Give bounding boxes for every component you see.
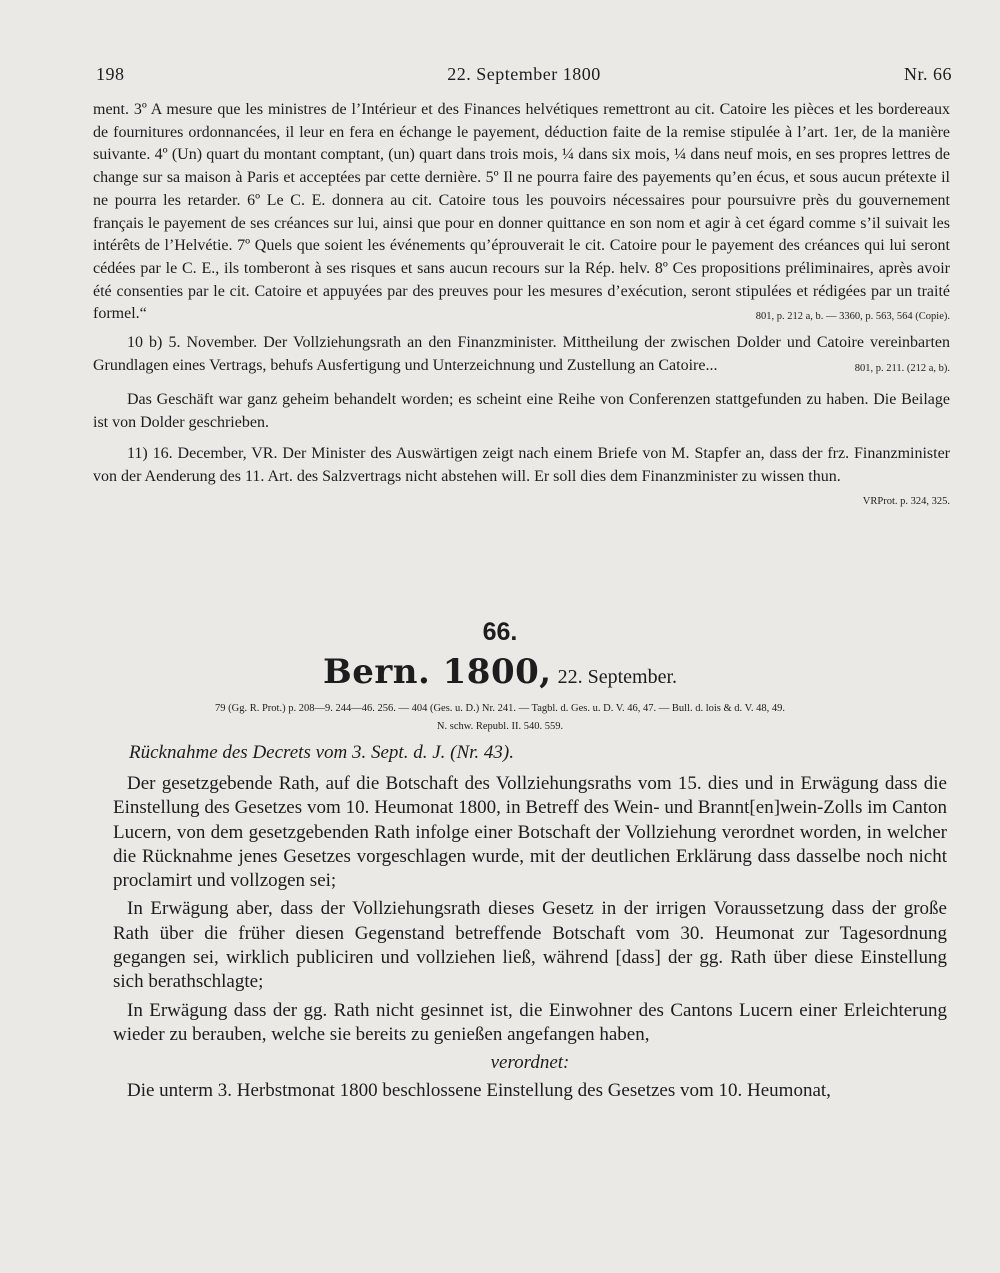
paragraph-text: Das Geschäft war ganz geheim behandelt worden; es scheint eine Reihe von Conferenzen stattgefunden zu haben. Die Beilage ist von Dolder geschrieben. [93, 391, 950, 432]
verordnet-heading: verordnet: [490, 1052, 570, 1074]
document-number: 66. [482, 618, 518, 646]
sources-line: N. schw. Republ. II. 540. 559. [436, 721, 564, 732]
paragraph [93, 99, 950, 326]
document-body [113, 772, 947, 1107]
header-doc-ref: Nr. 66 [904, 64, 952, 84]
paragraph-text: 11) 16. December, VR. Der Minister des Auswärtigen zeigt nach einem Briefe von M. Stapfer an, dass der frz. Finanzminister von der Aenderung des 11. Art. des Salzvertrags nicht abstehen will. Er soll dies dem Finanzminister zu wissen thun. [93, 444, 950, 485]
document-sources [100, 700, 900, 736]
header-date: 22. September 1800 [447, 64, 601, 84]
sources-line: 79 (Gg. R. Prot.) p. 208—9. 244—46. 256. — 404 (Ges. u. D.) Nr. 241. — Tagbl. d. Ges. u. D. V. 46, 47. — Bull. d. lois & d. V. 48, 49. [215, 703, 785, 714]
paragraph: In Erwägung aber, dass der Vollziehungsrath dieses Gesetz in der irrigen Voraussetzung dass der große Rath über die früher diesen Gegenstand betreffende Botschaft vom 30. Heumonat zur Tagesordnung gegangen sei, wirklich publiciren und vollziehen ließ, während [dass] der gg. Rath über diese Einstellung sich berathschlagte; [113, 898, 947, 993]
source-reference: 801, p. 211. (212 a, b). [854, 362, 950, 374]
paragraph [93, 332, 950, 377]
document-place-year: Bern. 1800, [322, 652, 552, 692]
page-number: 198 [96, 64, 125, 84]
paragraph: Der gesetzgebende Rath, auf die Botschaft des Vollziehungsraths vom 15. dies und in Erwägung dass die Einstellung des Gesetzes vom 10. Heumonat 1800, in Betreff des Wein- und Brannt[en]wein-Zolls im Canton Lucern, von dem gesetzgebenden Rath infolge einer Botschaft der Vollziehung verordnet worden, in welcher die Rücknahme jenes Gesetzes vorgeschlagen wurde, mit der deutlichen Erklärung dass dasselbe noch nicht proclamirt und vollzogen sei; [113, 773, 947, 892]
document-title [0, 652, 1000, 692]
paragraph [93, 389, 950, 434]
paragraph-text: ment. 3º A mesure que les ministres de l’Intérieur et des Finances helvétiques remettront au cit. Catoire les pièces et les bordereaux de fournitures ordonnancées, il leur en fera en échange le payement, déduction faite de la remise stipulée à l’art. 1er, de la manière suivante. 4º (Un) quart du montant comptant, (un) quart dans trois mois, ¼ dans six mois, ¼ dans neuf mois, en ses propres lettres de change sur sa maison à Paris et acceptées par cette dernière. 5º Il ne pourra faire des payements qu’en écus, et sous aucun prétexte il ne pourra les retarder. 6º Le C. E. donnera au cit. Catoire tous les pouvoirs nécessaires pour poursuivre près du gouvernement français le payement de ses créances sur lui, ainsi que pour en donner quittance en son nom et agir à cet égard comme s’il suivait les intérêts de l’Helvétie. 7º Quels que soient les événements qu’éprouverait le cit. Catoire pour le payement des créances qui lui seront cédées par le C. E., ils tomberont à ses risques et sans aucun recours sur la Rép. helv. 8º Ces propositions préliminaires, après avoir été consenties par le cit. Catoire et appuyées par des preuves pour les mesures d’exécution, seront stipulées et rédigées par un traité formel.“ [93, 101, 950, 323]
paragraph [93, 443, 950, 508]
running-header [96, 64, 952, 90]
source-reference: 801, p. 212 a, b. — 3360, p. 563, 564 (Copie). [755, 311, 950, 323]
document-date: 22. September. [557, 666, 678, 688]
document-subject: Rücknahme des Decrets vom 3. Sept. d. J. (Nr. 43). [129, 742, 515, 763]
continuation-text [93, 99, 950, 514]
paragraph: In Erwägung dass der gg. Rath nicht gesinnet ist, die Einwohner des Cantons Lucern einer Erleichterung wieder zu berauben, welche sie bereits zu genießen angefangen haben, [113, 999, 947, 1045]
paragraph: Die unterm 3. Herbstmonat 1800 beschlossene Einstellung des Gesetzes vom 10. Heumonat, [127, 1079, 831, 1101]
source-reference: VRProt. p. 324, 325. [862, 496, 950, 508]
paragraph-text: 10 b) 5. November. Der Vollziehungsrath an den Finanzminister. Mittheilung der zwischen Dolder und Catoire vereinbarten Grundlagen eines Vertrags, behufs Ausfertigung und Unterzeichnung und Zustellung an Catoire... [93, 334, 950, 374]
